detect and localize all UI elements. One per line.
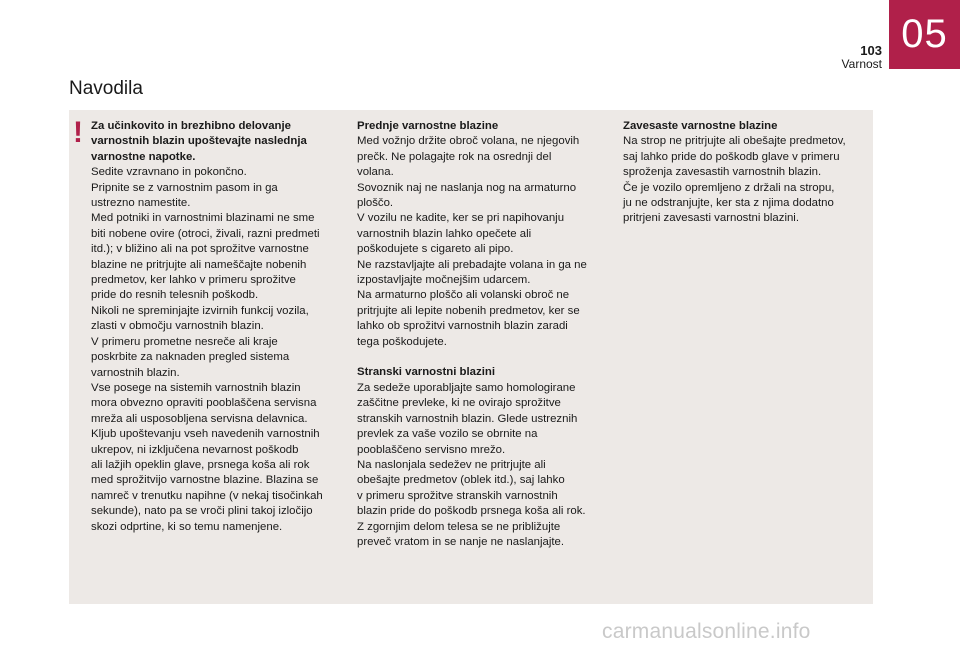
text-line: Na strop ne pritrjujte ali obešajte predmetov,: [623, 135, 846, 148]
text-line: Z zgornjim delom telesa se ne približujte: [357, 520, 561, 533]
text-line: ukrepov, ni izključena nevarnost poškodb: [91, 443, 299, 456]
text-line: obešajte predmetov (oblek itd.), saj lahko: [357, 474, 565, 487]
text-line: V vozilu ne kadite, ker se pri napihovanju: [357, 212, 565, 225]
text-line: prečk. Ne polagajte rok na osrednji del: [357, 150, 552, 163]
text-line: Med vožnjo držite obroč volana, ne njegovih: [357, 135, 580, 148]
text-line: Sovoznik naj ne naslanja nog na armaturno: [357, 181, 577, 194]
exclamation-icon: !: [73, 116, 83, 149]
section-name: Varnost: [841, 57, 882, 71]
column-front-side: [357, 119, 607, 550]
text-line: Ne razstavljajte ali prebadajte volana in ga ne: [357, 258, 587, 271]
text-line: pooblaščeno servisno mrežo.: [357, 443, 506, 456]
warning-heading-line: varnostne napotke.: [91, 150, 196, 163]
column-curtain: [623, 119, 868, 227]
chapter-tab: 05: [889, 0, 960, 69]
text-line: Med potniki in varnostnimi blazinami ne sme: [91, 212, 315, 225]
text-line: namreč v trenutku napihne (v nekaj tisočinkah: [91, 489, 323, 502]
text-line: sproženja zavesastih varnostnih blazin.: [623, 166, 822, 179]
text-line: zaščitne prevleke, ki ne ovirajo sprožitve: [357, 397, 561, 410]
text-line: ploščo.: [357, 197, 394, 210]
text-line: biti nobene ovire (otroci, živali, razni predmeti: [91, 227, 320, 240]
text-line: Za sedeže uporabljajte samo homologirane: [357, 381, 576, 394]
text-line: Če je vozilo opremljeno z držali na stropu,: [623, 181, 835, 194]
text-line: Pripnite se z varnostnim pasom in ga: [91, 181, 278, 194]
text-line: Na armaturno ploščo ali volanski obroč ne: [357, 289, 570, 302]
text-line: poskrbite za naknaden pregled sistema: [91, 351, 290, 364]
text-line: skozi odprtine, ki so temu namenjene.: [91, 520, 283, 533]
text-line: Vse posege na sistemih varnostnih blazin: [91, 381, 301, 394]
text-line: prevlek za vaše vozilo se obrnite na: [357, 428, 538, 441]
curtain-airbags-heading: Zavesaste varnostne blazine: [623, 120, 778, 132]
text-line: Sedite vzravnano in pokončno.: [91, 166, 247, 179]
warning-heading-line: Za učinkovito in brezhibno delovanje: [91, 120, 291, 132]
text-line: itd.); v bližino ali na pot sprožitve varnostne: [91, 243, 309, 256]
text-line: varnostnih blazin.: [91, 366, 180, 379]
text-line: Kljub upoštevanju vseh navedenih varnostnih: [91, 428, 320, 441]
watermark: carmanualsonline.info: [602, 620, 811, 643]
text-line: pritrjeni zavesasti varnostni blazini.: [623, 212, 799, 225]
text-line: V primeru prometne nesreče ali kraje: [91, 335, 278, 348]
text-line: med sprožitvijo varnostne blazine. Blazina se: [91, 474, 319, 487]
text-line: poškodujete s cigareto ali pipo.: [357, 243, 514, 256]
text-line: mora obvezno opraviti pooblaščena servisna: [91, 397, 317, 410]
text-line: Nikoli ne spreminjajte izvirnih funkcij vozila,: [91, 304, 309, 317]
side-airbags-heading: Stranski varnostni blazini: [357, 366, 495, 379]
text-line: lahko ob sprožitvi varnostnih blazin zaradi: [357, 320, 568, 333]
text-line: izpostavljajte močnejšim udarcem.: [357, 274, 531, 287]
text-line: ustrezno namestite.: [91, 197, 191, 210]
text-line: preveč vratom in se nanje ne naslanjajte.: [357, 535, 565, 548]
text-line: stranskih varnostnih blazin. Glede ustreznih: [357, 412, 578, 425]
text-line: Na naslonjala sedežev ne pritrjujte ali: [357, 458, 546, 471]
page-title: Navodila: [69, 78, 143, 99]
text-line: zlasti v območju varnostnih blazin.: [91, 320, 264, 333]
text-line: varnostnih blazin lahko opečete ali: [357, 227, 532, 240]
text-line: tega poškodujete.: [357, 335, 447, 348]
text-line: volana.: [357, 166, 394, 179]
text-line: blazine ne pritrjujte ali nameščajte nobenih: [91, 258, 307, 271]
page-number: 103: [860, 43, 882, 58]
text-line: ali lažjih opeklin glave, prsnega koša ali rok: [91, 458, 310, 471]
warning-heading-line: varnostnih blazin upoštevajte naslednja: [91, 135, 307, 148]
text-line: v primeru sprožitve stranskih varnostnih: [357, 489, 558, 502]
column-general: [91, 119, 341, 535]
front-airbags-heading: Prednje varnostne blazine: [357, 120, 499, 132]
text-line: predmetov, ker lahko v primeru sprožitve: [91, 274, 296, 287]
text-line: blazin pride do poškodb prsnega koša ali rok.: [357, 505, 586, 518]
text-line: mreža ali usposobljena servisna delavnica.: [91, 412, 308, 425]
text-line: pride do resnih telesnih poškodb.: [91, 289, 259, 302]
spacer: [357, 350, 607, 365]
text-line: ju ne odstranjujte, ker sta z njima dodatno: [623, 197, 834, 210]
text-line: sekunde), nato pa se vroči plini takoj izločijo: [91, 505, 313, 518]
text-line: pritrjujte ali lepite nobenih predmetov, ker se: [357, 304, 580, 317]
text-line: saj lahko pride do poškodb glave v primeru: [623, 150, 840, 163]
